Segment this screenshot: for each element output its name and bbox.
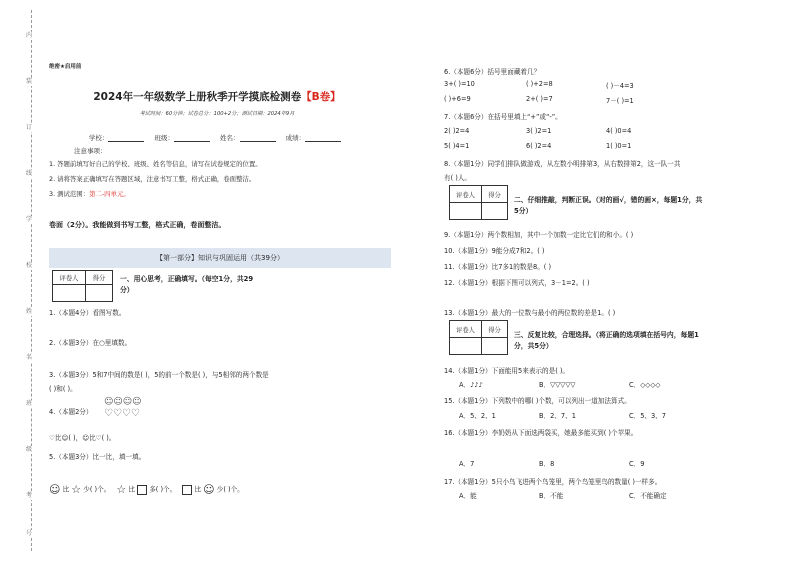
smiley-face-icon: ☺	[203, 483, 215, 496]
q7-item: 5( )4=1	[444, 142, 470, 150]
heart-icons: ♡♡♡♡	[104, 408, 140, 419]
question-13: 13.（本题1分）最大的一位数与最小的两位数的差是1。( )	[444, 309, 616, 317]
grader-cell[interactable]	[450, 338, 482, 355]
square-icon	[182, 485, 192, 495]
question-4-compare: ♡比☺( )，☺比♡( )。	[49, 434, 116, 442]
q7-item: 2( )2=4	[444, 127, 470, 135]
q14-option-c: C．◇◇◇◇	[629, 381, 661, 389]
question-5-row	[49, 483, 244, 496]
grader-label: 评卷人	[53, 271, 86, 285]
grader-label: 评卷人	[450, 186, 482, 203]
grader-cell[interactable]	[53, 285, 86, 302]
field-class-blank[interactable]	[174, 135, 210, 142]
q15-option-a: A．5、2、1	[459, 412, 496, 420]
question-15: 15.（本题1分）下列数中的哪( )个数，可以列出一道加法算式。	[444, 397, 631, 405]
grader-box	[449, 185, 508, 220]
part-1-title-cont: 分）	[120, 286, 134, 294]
part-2-title-cont: 5分）	[514, 207, 533, 215]
question-1: 1.（本题4分）看图写数。	[49, 309, 126, 317]
q15-option-b: B．2、7、1	[539, 412, 576, 420]
question-8: 8.（本题1分）同学们排队做游戏，从左数小明排第3，从右数排第2，这一队一共	[444, 160, 681, 168]
question-3-cont: ( )和( )。	[49, 385, 77, 393]
left-column	[44, 0, 394, 561]
part-2-title: 二、仔细推敲，判断正误。（对的画√，错的画×，每题1分，共	[514, 196, 703, 204]
binding-mark: 号	[26, 530, 33, 537]
q14-option-b: B．▽▽▽▽▽	[539, 381, 576, 389]
question-17: 17.（本题1分）5只小鸟飞进两个鸟笼里，两个鸟笼里鸟的数量( )一样多。	[444, 478, 662, 486]
q15-option-c: C．5、3、7	[629, 412, 666, 420]
exam-info: 考试时间：60分钟；试卷总分：100+2分；测试日期：2024年9月	[139, 111, 295, 117]
q5-text-b: 少( )个。	[83, 485, 111, 494]
q6-item: ( )+6=9	[444, 95, 471, 103]
page-title	[44, 89, 390, 104]
q16-option-b: B．8	[539, 460, 555, 468]
q17-option-a: A．能	[459, 492, 477, 500]
field-school-label: 学校：	[88, 134, 109, 142]
question-4: 4.（本题2分）	[49, 408, 93, 416]
question-11: 11.（本题1分）比7多1的数是8。( )	[444, 263, 552, 271]
title-main: 2024年一年级数学上册秋季开学摸底检测卷	[93, 91, 302, 103]
score-cell[interactable]	[482, 203, 508, 220]
question-10: 10.（本题1分）9能分成7和2。( )	[444, 247, 545, 255]
part-1-title: 一、用心思考，正确填写。（每空1分，共29	[120, 275, 254, 283]
q14-option-a: A．♪♪♪	[459, 381, 483, 389]
title-suffix: 【B卷】	[301, 91, 341, 103]
binding-mark: 校	[26, 262, 33, 269]
student-fields	[44, 133, 394, 142]
q5-text-e: 比	[194, 485, 202, 494]
q6-item: ( )－4=3	[606, 82, 634, 90]
binding-margin	[0, 0, 38, 561]
smiley-face-icons: ☺☺☺☺	[104, 397, 142, 407]
q16-option-a: A．7	[459, 460, 475, 468]
field-name-blank[interactable]	[240, 135, 276, 142]
field-school-blank[interactable]	[108, 135, 144, 142]
q17-option-b: B．不能	[539, 492, 564, 500]
score-cell[interactable]	[86, 285, 113, 302]
binding-mark: 班	[26, 400, 33, 407]
question-12: 12.（本题1分）根据下图可以列式，3－1=2。( )	[444, 279, 590, 287]
q7-item: 1( )0=1	[606, 142, 632, 150]
grader-label: 评卷人	[450, 321, 482, 338]
question-6: 6.（本题6分）括号里面藏着几？	[444, 68, 541, 76]
secret-label: 绝密★启用前	[49, 64, 82, 70]
question-3: 3.（本题3分）5和7中间的数是( )，5的前一个数是( )，与5相邻的两个数是	[49, 371, 269, 379]
question-5: 5.（本题3分）比一比，填一填。	[49, 453, 146, 461]
grader-box	[52, 270, 113, 302]
q5-text-d: 多( )个。	[149, 485, 177, 494]
q5-text-c: 比	[128, 485, 135, 494]
score-label: 得分	[482, 321, 508, 338]
binding-mark: 装	[26, 78, 33, 85]
note-1: 1. 答题前填写好自己的学校、班级、姓名等信息，请写在试卷规定的位置。	[49, 160, 262, 168]
part-3-title-cont: 分，共5分）	[514, 342, 553, 350]
q17-option-c: C．不能确定	[629, 492, 667, 500]
q6-item: ( )+2=8	[526, 80, 553, 88]
field-name-label: 姓名：	[220, 134, 240, 142]
binding-mark: 姓	[26, 308, 33, 315]
note-3	[49, 189, 130, 198]
star-icon: ☆	[116, 483, 127, 496]
q6-item: 2+( )=7	[526, 95, 553, 103]
score-label: 得分	[482, 186, 508, 203]
q5-text-f: 少( )个。	[216, 485, 244, 494]
binding-dashed-line	[31, 10, 32, 551]
binding-mark: 级	[26, 446, 33, 453]
score-label: 得分	[86, 271, 113, 285]
binding-mark: 线	[26, 170, 33, 177]
note-3-range: 第二-四单元。	[89, 190, 130, 198]
q6-item: 3+( )=10	[444, 80, 475, 88]
binding-mark: 名	[26, 354, 33, 361]
binding-mark: 内	[26, 32, 33, 39]
square-icon	[137, 485, 147, 495]
note-3-prefix: 3. 测试范围：	[49, 190, 90, 198]
question-9: 9.（本题1分）两个数相加，其中一个加数一定比它们的和小。( )	[444, 231, 634, 239]
q16-option-c: C．9	[629, 460, 645, 468]
right-column	[444, 0, 788, 561]
grader-cell[interactable]	[450, 203, 482, 220]
field-score-blank[interactable]	[305, 135, 341, 142]
field-class-label: 班级：	[154, 134, 174, 142]
score-cell[interactable]	[482, 338, 508, 355]
binding-mark: 学	[26, 216, 33, 223]
q7-item: 4( )0=4	[606, 127, 632, 135]
question-8-cont: 有( )人。	[444, 174, 472, 182]
question-16: 16.（本题1分）李奶奶从下面选两袋买，她最多能买到( )个苹果。	[444, 429, 638, 437]
smiley-face-icon: ☺	[49, 483, 61, 496]
neatness-note: 卷面（2分）。我能做到书写工整，格式正确，卷面整洁。	[49, 221, 226, 229]
question-14: 14.（本题1分）下面能用5来表示的是( )。	[444, 367, 570, 375]
q7-item: 6( )2=4	[526, 142, 552, 150]
binding-mark: 考	[26, 492, 33, 499]
q5-text-a: 比	[62, 485, 70, 494]
part-3-title: 三、反复比较，合理选择。（将正确的选项填在括号内，每题1	[514, 331, 699, 339]
question-2: 2.（本题3分）在○里填数。	[49, 339, 132, 347]
section-1-header: 【第一部分】知识与巩固运用（共39分）	[49, 248, 391, 268]
binding-mark: 订	[26, 124, 33, 131]
grader-box	[449, 320, 508, 355]
note-2: 2. 请将答案正确填写在答题区域，注意书写工整，格式正确，卷面整洁。	[49, 175, 256, 183]
field-score-label: 成绩：	[285, 134, 306, 142]
q7-item: 3( )2=1	[526, 127, 552, 135]
star-icon: ☆	[71, 483, 82, 496]
question-7: 7.（本题6分）在括号里填上“+”或“-”。	[444, 113, 562, 121]
q6-item: 7－( )=1	[606, 97, 634, 105]
notes-title: 注意事项：	[74, 147, 107, 155]
